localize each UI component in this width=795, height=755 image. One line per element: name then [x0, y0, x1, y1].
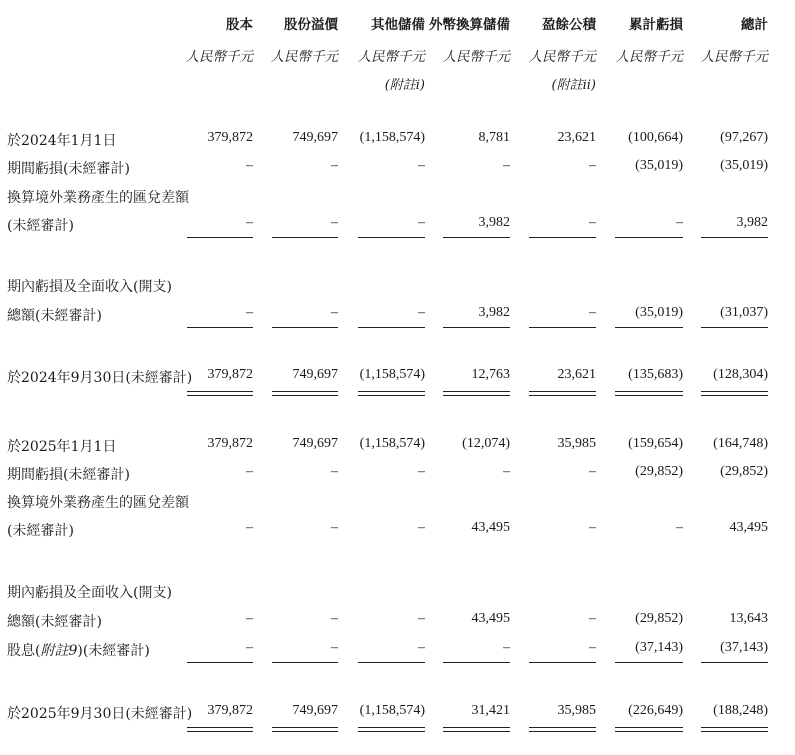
- table-cell: (226,649): [628, 703, 683, 718]
- table-cell: –: [589, 640, 596, 655]
- column-header-title: 外幣換算儲備: [429, 17, 510, 33]
- total-double-rule: [529, 727, 596, 732]
- table-cell: (159,654): [628, 436, 683, 451]
- column-header-unit: 人民幣千元: [185, 49, 253, 65]
- column-header-unit: 人民幣千元: [270, 49, 338, 65]
- table-cell: –: [246, 611, 253, 626]
- table-cell: –: [418, 464, 425, 479]
- table-cell: (1,158,574): [359, 703, 425, 718]
- column-header-unit: 人民幣千元: [357, 49, 425, 65]
- subtotal-rule: [187, 327, 253, 328]
- table-cell: –: [676, 520, 683, 535]
- subtotal-rule: [358, 237, 425, 238]
- table-cell: 12,763: [471, 367, 510, 382]
- table-cell: –: [246, 464, 253, 479]
- table-cell: 3,982: [478, 305, 510, 320]
- table-cell: –: [246, 158, 253, 173]
- table-cell: –: [418, 305, 425, 320]
- table-cell: 379,872: [207, 703, 253, 718]
- table-cell: (128,304): [713, 367, 768, 382]
- table-cell: 379,872: [207, 130, 253, 145]
- column-header-title: 盈餘公積: [542, 17, 596, 33]
- table-cell: 379,872: [207, 436, 253, 451]
- total-double-rule: [358, 727, 425, 732]
- total-double-rule: [701, 391, 768, 396]
- table-cell: –: [331, 464, 338, 479]
- subtotal-rule: [529, 237, 596, 238]
- table-cell: (29,852): [635, 611, 683, 626]
- table-cell: 749,697: [292, 130, 338, 145]
- table-cell: 23,621: [557, 130, 596, 145]
- column-header-unit: 人民幣千元: [615, 49, 683, 65]
- subtotal-rule: [272, 237, 338, 238]
- table-cell: –: [331, 215, 338, 230]
- table-cell: (35,019): [720, 158, 768, 173]
- table-cell: –: [331, 305, 338, 320]
- table-cell: 31,421: [471, 703, 510, 718]
- table-cell: 13,643: [729, 611, 768, 626]
- column-header-note: (附註ii): [551, 78, 596, 93]
- row-2024-opening-label: 於2024年1月1日: [7, 133, 117, 149]
- table-cell: (164,748): [713, 436, 768, 451]
- subtotal-rule: [615, 237, 683, 238]
- table-cell: 8,781: [478, 130, 510, 145]
- row-2024-fx-label: (未經審計): [7, 218, 74, 234]
- subtotal-rule: [443, 237, 510, 238]
- table-cell: 35,985: [557, 436, 596, 451]
- table-cell: –: [331, 520, 338, 535]
- table-cell: (37,143): [720, 640, 768, 655]
- table-cell: (1,158,574): [359, 436, 425, 451]
- table-cell: –: [503, 640, 510, 655]
- total-double-rule: [701, 727, 768, 732]
- row-2025-loss-label: 期間虧損(未經審計): [7, 467, 130, 483]
- subtotal-rule: [701, 662, 768, 663]
- table-cell: (1,158,574): [359, 367, 425, 382]
- total-double-rule: [529, 391, 596, 396]
- table-cell: –: [589, 520, 596, 535]
- row-2025-total-label-label: 期內虧損及全面收入(開支): [7, 585, 172, 601]
- subtotal-rule: [529, 327, 596, 328]
- table-cell: –: [418, 158, 425, 173]
- total-double-rule: [615, 727, 683, 732]
- column-header-title: 累計虧損: [629, 17, 683, 33]
- table-cell: (12,074): [462, 436, 510, 451]
- table-cell: –: [589, 215, 596, 230]
- row-2024-total-label-label: 期內虧損及全面收入(開支): [7, 279, 172, 295]
- table-cell: (35,019): [635, 158, 683, 173]
- subtotal-rule: [187, 237, 253, 238]
- table-cell: –: [418, 611, 425, 626]
- row-2025-total-label: 總額(未經審計): [7, 614, 102, 630]
- table-cell: 3,982: [478, 215, 510, 230]
- table-cell: –: [503, 464, 510, 479]
- table-cell: (29,852): [635, 464, 683, 479]
- table-cell: –: [676, 215, 683, 230]
- table-cell: 23,621: [557, 367, 596, 382]
- table-cell: 749,697: [292, 367, 338, 382]
- table-cell: –: [246, 305, 253, 320]
- table-cell: –: [589, 158, 596, 173]
- table-cell: (37,143): [635, 640, 683, 655]
- table-cell: (97,267): [720, 130, 768, 145]
- subtotal-rule: [701, 327, 768, 328]
- subtotal-rule: [701, 237, 768, 238]
- table-cell: –: [246, 215, 253, 230]
- table-cell: –: [589, 305, 596, 320]
- column-header-title: 總計: [741, 17, 768, 33]
- column-header-title: 其他儲備: [371, 17, 425, 33]
- column-header-unit: 人民幣千元: [442, 49, 510, 65]
- table-cell: –: [331, 640, 338, 655]
- subtotal-rule: [187, 662, 253, 663]
- table-cell: (35,019): [635, 305, 683, 320]
- row-2024-loss-label: 期間虧損(未經審計): [7, 161, 130, 177]
- table-cell: –: [589, 464, 596, 479]
- table-cell: –: [503, 158, 510, 173]
- table-cell: 379,872: [207, 367, 253, 382]
- table-cell: (1,158,574): [359, 130, 425, 145]
- row-2024-total-label: 總額(未經審計): [7, 308, 102, 324]
- table-cell: 43,495: [729, 520, 768, 535]
- total-double-rule: [187, 727, 253, 732]
- subtotal-rule: [529, 662, 596, 663]
- row-2024-fx-label-label: 換算境外業務產生的匯兌差額: [7, 190, 189, 206]
- table-cell: –: [246, 520, 253, 535]
- table-cell: –: [418, 640, 425, 655]
- table-cell: (31,037): [720, 305, 768, 320]
- table-cell: 749,697: [292, 703, 338, 718]
- table-cell: 43,495: [471, 520, 510, 535]
- column-header-title: 股份溢價: [284, 17, 338, 33]
- total-double-rule: [272, 727, 338, 732]
- row-2025-closing-label: 於2025年9月30日(未經審計): [7, 706, 193, 722]
- subtotal-rule: [272, 662, 338, 663]
- table-cell: (29,852): [720, 464, 768, 479]
- table-cell: –: [418, 520, 425, 535]
- column-header-unit: 人民幣千元: [700, 49, 768, 65]
- row-2025-opening-label: 於2025年1月1日: [7, 439, 117, 455]
- row-2024-closing-label: 於2024年9月30日(未經審計): [7, 370, 193, 386]
- subtotal-rule: [615, 662, 683, 663]
- total-double-rule: [187, 391, 253, 396]
- subtotal-rule: [358, 327, 425, 328]
- table-cell: 35,985: [557, 703, 596, 718]
- table-cell: –: [331, 158, 338, 173]
- total-double-rule: [443, 391, 510, 396]
- table-cell: 3,982: [736, 215, 768, 230]
- subtotal-rule: [443, 662, 510, 663]
- table-cell: (135,683): [628, 367, 683, 382]
- table-cell: –: [331, 611, 338, 626]
- table-cell: (188,248): [713, 703, 768, 718]
- column-header-unit: 人民幣千元: [528, 49, 596, 65]
- table-cell: –: [589, 611, 596, 626]
- table-cell: (100,664): [628, 130, 683, 145]
- subtotal-rule: [358, 662, 425, 663]
- table-cell: 749,697: [292, 436, 338, 451]
- row-2025-fx-label-label: 換算境外業務產生的匯兌差額: [7, 495, 189, 511]
- table-cell: –: [418, 215, 425, 230]
- total-double-rule: [443, 727, 510, 732]
- table-cell: –: [246, 640, 253, 655]
- column-header-note: (附註i): [384, 78, 425, 93]
- column-header-title: 股本: [226, 17, 253, 33]
- subtotal-rule: [615, 327, 683, 328]
- row-2025-dividend-label: 股息(附註9)(未經審計): [7, 643, 150, 659]
- total-double-rule: [358, 391, 425, 396]
- subtotal-rule: [272, 327, 338, 328]
- total-double-rule: [615, 391, 683, 396]
- note-reference: 附註9: [40, 643, 78, 659]
- total-double-rule: [272, 391, 338, 396]
- row-2025-fx-label: (未經審計): [7, 523, 74, 539]
- table-cell: 43,495: [471, 611, 510, 626]
- subtotal-rule: [443, 327, 510, 328]
